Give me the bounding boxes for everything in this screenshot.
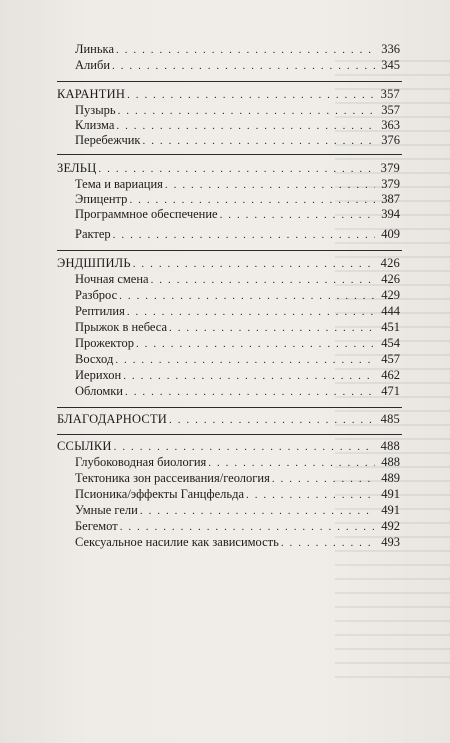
toc-entry xyxy=(75,319,400,335)
toc-entry xyxy=(75,486,400,502)
toc-entry-page: 426 xyxy=(381,272,400,286)
toc-entry-page: 429 xyxy=(381,288,400,302)
leader-dots xyxy=(120,519,375,535)
toc-entry xyxy=(75,226,400,242)
toc-entry xyxy=(75,206,400,222)
leader-dots xyxy=(125,384,375,400)
toc-entry-title: Обломки xyxy=(75,384,123,398)
leader-dots xyxy=(119,288,375,304)
toc-section-heading xyxy=(57,438,400,454)
toc-entry-page: 451 xyxy=(381,320,400,334)
toc-entry-page: 357 xyxy=(381,103,400,117)
toc-entry-title: Программное обеспечение xyxy=(75,207,218,221)
toc-entry-title: Прыжок в небеса xyxy=(75,320,168,334)
toc-entry-title: Бегемот xyxy=(75,519,118,533)
toc-entry-page: 444 xyxy=(381,304,400,318)
toc-entry xyxy=(75,335,400,351)
leader-dots xyxy=(169,412,375,428)
toc-section-heading xyxy=(57,411,400,427)
leader-dots xyxy=(272,471,375,487)
toc-entry-page: 493 xyxy=(381,535,400,549)
toc-section-page: 488 xyxy=(380,439,400,453)
toc-section-heading xyxy=(57,255,400,271)
toc-section-title: ЭНДШПИЛЬ xyxy=(57,256,131,270)
section-rule xyxy=(57,407,402,408)
toc-entry-title: Клизма xyxy=(75,118,115,132)
toc-entry-title: Умные гели xyxy=(75,503,138,517)
toc-section-heading xyxy=(57,86,400,102)
toc-entry-page: 409 xyxy=(381,227,400,241)
toc-section-page: 426 xyxy=(380,256,400,270)
toc-entry xyxy=(75,287,400,303)
toc-entry-page: 491 xyxy=(381,487,400,501)
toc-entry-page: 492 xyxy=(381,519,400,533)
toc-entry-title: Глубоководная биология xyxy=(75,455,207,469)
leader-dots xyxy=(112,58,375,74)
leader-dots xyxy=(169,320,375,336)
leader-dots xyxy=(127,304,375,320)
toc-section-title: ССЫЛКИ xyxy=(57,439,112,453)
toc-section-title: ЗЕЛЬЦ xyxy=(57,161,97,175)
toc-entry xyxy=(75,303,400,319)
toc-entry xyxy=(75,534,400,550)
toc-section-page: 485 xyxy=(380,412,400,426)
toc-section-page: 379 xyxy=(380,161,400,175)
toc-section-heading xyxy=(57,160,400,176)
toc-entry-title: Восход xyxy=(75,352,114,366)
toc-entry-title: Разброс xyxy=(75,288,118,302)
toc-entry xyxy=(75,41,400,57)
toc-entry xyxy=(75,518,400,534)
toc-entry xyxy=(75,132,400,148)
toc-section-title: КАРАНТИН xyxy=(57,87,126,101)
leader-dots xyxy=(281,535,375,551)
toc-section-title: БЛАГОДАРНОСТИ xyxy=(57,412,168,426)
toc-entry-page: 387 xyxy=(381,192,400,206)
toc-entry xyxy=(75,470,400,486)
leader-dots xyxy=(140,503,375,519)
toc-entry xyxy=(75,454,400,470)
leader-dots xyxy=(136,336,375,352)
leader-dots xyxy=(143,133,376,149)
leader-dots xyxy=(208,455,375,471)
toc-entry xyxy=(75,367,400,383)
leader-dots xyxy=(127,87,375,103)
toc-entry-page: 462 xyxy=(381,368,400,382)
section-rule xyxy=(57,81,402,82)
section-rule xyxy=(57,250,402,251)
leader-dots xyxy=(115,352,375,368)
toc-entry-page: 491 xyxy=(381,503,400,517)
leader-dots xyxy=(98,161,375,177)
toc-entry-page: 489 xyxy=(381,471,400,485)
toc-entry-page: 379 xyxy=(381,177,400,191)
leader-dots xyxy=(246,487,375,503)
toc-entry-title: Сексуальное насилие как зависимость xyxy=(75,535,279,549)
leader-dots xyxy=(116,42,375,58)
toc-entry xyxy=(75,351,400,367)
toc-entry-title: Прожектор xyxy=(75,336,134,350)
toc-entry xyxy=(75,191,400,207)
toc-entry-title: Перебежчик xyxy=(75,133,141,147)
toc-entry-title: Тема и вариация xyxy=(75,177,163,191)
toc-entry-title: Иерихон xyxy=(75,368,122,382)
toc-entry-page: 376 xyxy=(381,133,400,147)
toc-entry xyxy=(75,271,400,287)
leader-dots xyxy=(113,227,375,243)
toc-entry-page: 454 xyxy=(381,336,400,350)
toc-entry-page: 457 xyxy=(381,352,400,366)
toc-entry xyxy=(75,383,400,399)
toc-section-page: 357 xyxy=(380,87,400,101)
leader-dots xyxy=(220,207,375,223)
toc-entry-title: Рептилия xyxy=(75,304,125,318)
toc-entry xyxy=(75,176,400,192)
toc-entry-page: 471 xyxy=(381,384,400,398)
toc-entry-title: Рактер xyxy=(75,227,111,241)
toc-entry-page: 345 xyxy=(381,58,400,72)
toc-entry xyxy=(75,57,400,73)
toc-entry-title: Псионика/эффекты Ганцфельда xyxy=(75,487,244,501)
toc-entry-title: Линька xyxy=(75,42,114,56)
toc-entry-page: 363 xyxy=(381,118,400,132)
toc-entry-title: Пузырь xyxy=(75,103,116,117)
leader-dots xyxy=(123,368,375,384)
toc-entry xyxy=(75,117,400,133)
section-rule xyxy=(57,434,402,435)
toc-entry-title: Алиби xyxy=(75,58,111,72)
toc-entry-page: 336 xyxy=(381,42,400,56)
toc-entry-title: Тектоника зон рассеивания/геология xyxy=(75,471,270,485)
leader-dots xyxy=(151,272,375,288)
toc-entry-page: 394 xyxy=(381,207,400,221)
toc-entry xyxy=(75,102,400,118)
toc-entry-title: Эпицентр xyxy=(75,192,128,206)
leader-dots xyxy=(133,256,375,272)
toc-entry-title: Ночная смена xyxy=(75,272,149,286)
section-rule xyxy=(57,154,402,155)
toc-entry xyxy=(75,502,400,518)
toc-entry-page: 488 xyxy=(381,455,400,469)
leader-dots xyxy=(114,439,375,455)
